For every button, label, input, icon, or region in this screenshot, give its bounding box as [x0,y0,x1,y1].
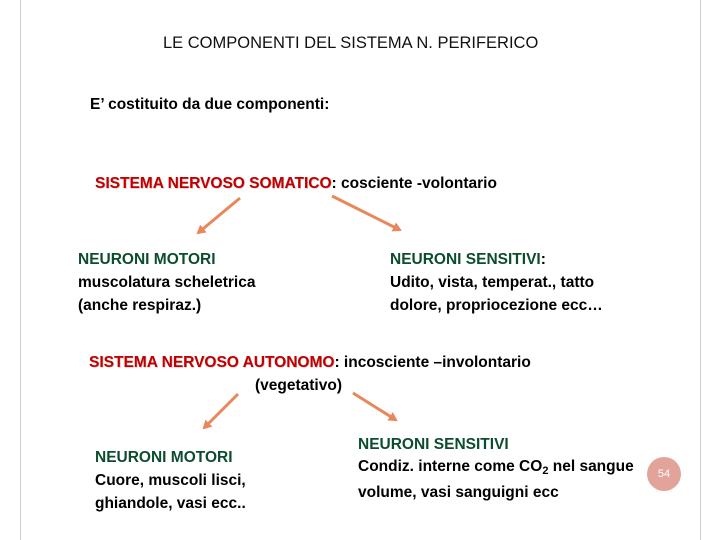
autonomo-sensitivi-line1-a: Condiz. interne come CO [358,458,543,475]
autonomo-heading [89,353,531,373]
autonomo-sensitivi-line2: volume, vasi sanguigni ecc [358,484,559,501]
autonomo-motori-block [95,446,246,515]
somatico-sensitivi-line1: Udito, vista, temperat., tatto [390,274,595,291]
somatico-sensitivi-block [390,248,603,317]
autonomo-desc: : incosciente –involontario [334,354,531,371]
slide-subtitle: E’ costituito da due componenti: [90,96,330,113]
arrow-autonomo-sensitivi [353,393,396,420]
autonomo-desc2: (vegetativo) [255,377,342,394]
somatico-sensitivi-label: NEURONI SENSITIVI [390,251,541,268]
slide-title: LE COMPONENTI DEL SISTEMA N. PERIFERICO [163,34,539,52]
autonomo-sensitivi-line1 [358,456,634,482]
autonomo-motori-line2: ghiandole, vasi ecc.. [95,495,246,512]
somatico-desc: : cosciente -volontario [331,175,497,192]
somatico-name: SISTEMA NERVOSO SOMATICO [95,175,332,192]
somatico-sensitivi-label-suffix: : [540,251,546,268]
arrow-somatico-motori [198,198,240,233]
autonomo-motori-line1: Cuore, muscoli lisci, [95,472,246,489]
autonomo-motori-label: NEURONI MOTORI [95,449,233,466]
somatico-motori-line2: (anche respiraz.) [78,297,202,314]
somatico-heading [95,174,497,194]
autonomo-sensitivi-block [358,434,634,504]
somatico-motori-block [78,248,255,317]
arrow-autonomo-motori [204,394,238,428]
co2-subscript: 2 [542,465,549,477]
somatico-motori-line1: muscolatura scheletrica [78,274,256,291]
autonomo-sensitivi-line1-b: nel sangue [548,458,634,475]
somatico-sensitivi-line2: dolore, propriocezione ecc… [390,297,603,314]
arrow-somatico-sensitivi [332,196,400,230]
somatico-sensitivi-label-row [390,248,603,271]
somatico-motori-label: NEURONI MOTORI [78,251,216,268]
slide-number-badge: 54 [647,457,681,491]
autonomo-sensitivi-label: NEURONI SENSITIVI [358,436,509,453]
autonomo-name: SISTEMA NERVOSO AUTONOMO [89,354,335,371]
